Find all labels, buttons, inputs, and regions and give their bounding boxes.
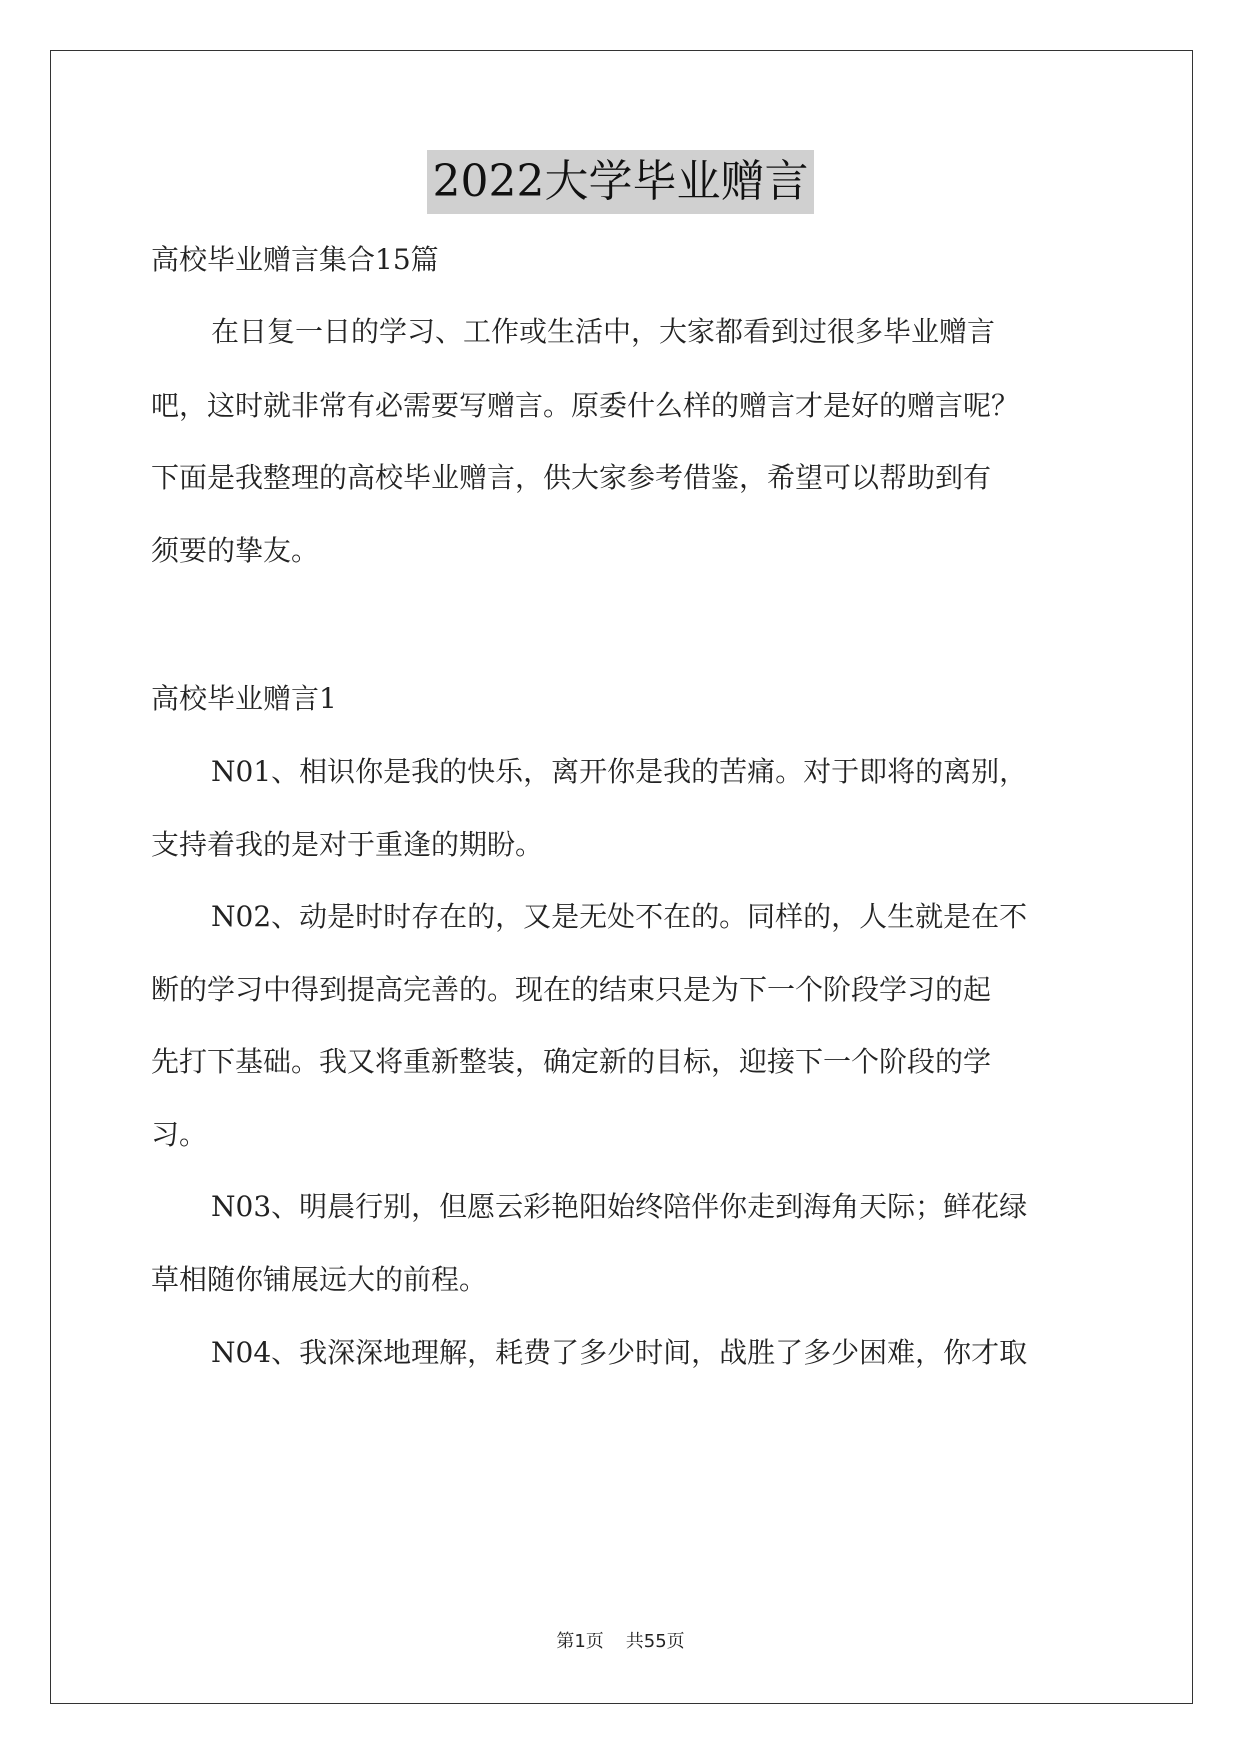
document-title: 2022大学毕业赠言: [427, 150, 815, 214]
page-suffix: 页: [585, 1631, 604, 1652]
page-number: 1: [574, 1631, 586, 1652]
item-n04-line-1: N04、我深深地理解，耗费了多少时间，战胜了多少困难，你才取: [211, 1336, 1028, 1369]
intro-line-1: 在日复一日的学习、工作或生活中，大家都看到过很多毕业赠言: [211, 315, 996, 348]
page-prefix: 第: [556, 1631, 575, 1652]
title-container: [0, 150, 1241, 214]
section-heading: 高校毕业赠言1: [151, 682, 337, 715]
intro-line-3: 下面是我整理的高校毕业赠言，供大家参考借鉴，希望可以帮助到有: [151, 461, 992, 494]
document-subtitle: 高校毕业赠言集合15篇: [151, 243, 439, 276]
item-n02-line-3: 先打下基础。我又将重新整装，确定新的目标，迎接下一个阶段的学: [151, 1045, 992, 1078]
item-n01-line-1: N01、相识你是我的快乐，离开你是我的苦痛。对于即将的离别，: [211, 755, 1028, 788]
total-suffix: 页: [666, 1631, 685, 1652]
item-n02-line-2: 断的学习中得到提高完善的。现在的结束只是为下一个阶段学习的起: [151, 973, 992, 1006]
page-footer: [0, 1627, 1241, 1653]
item-n02-line-1: N02、动是时时存在的，又是无处不在的。同样的，人生就是在不: [211, 900, 1028, 933]
item-n03-line-2: 草相随你铺展远大的前程。: [151, 1263, 488, 1296]
page-border: [50, 50, 1193, 1704]
total-pages: 55: [643, 1631, 667, 1652]
total-prefix: 共: [625, 1631, 644, 1652]
item-n03-line-1: N03、明晨行别，但愿云彩艳阳始终陪伴你走到海角天际；鲜花绿: [211, 1190, 1028, 1223]
item-n01-line-2: 支持着我的是对于重逢的期盼。: [151, 828, 544, 861]
intro-line-4: 须要的挚友。: [151, 534, 320, 567]
intro-line-2: 吧，这时就非常有必需要写赠言。原委什么样的赠言才是好的赠言呢？: [151, 389, 1020, 422]
item-n02-line-4: 习。: [151, 1118, 208, 1151]
